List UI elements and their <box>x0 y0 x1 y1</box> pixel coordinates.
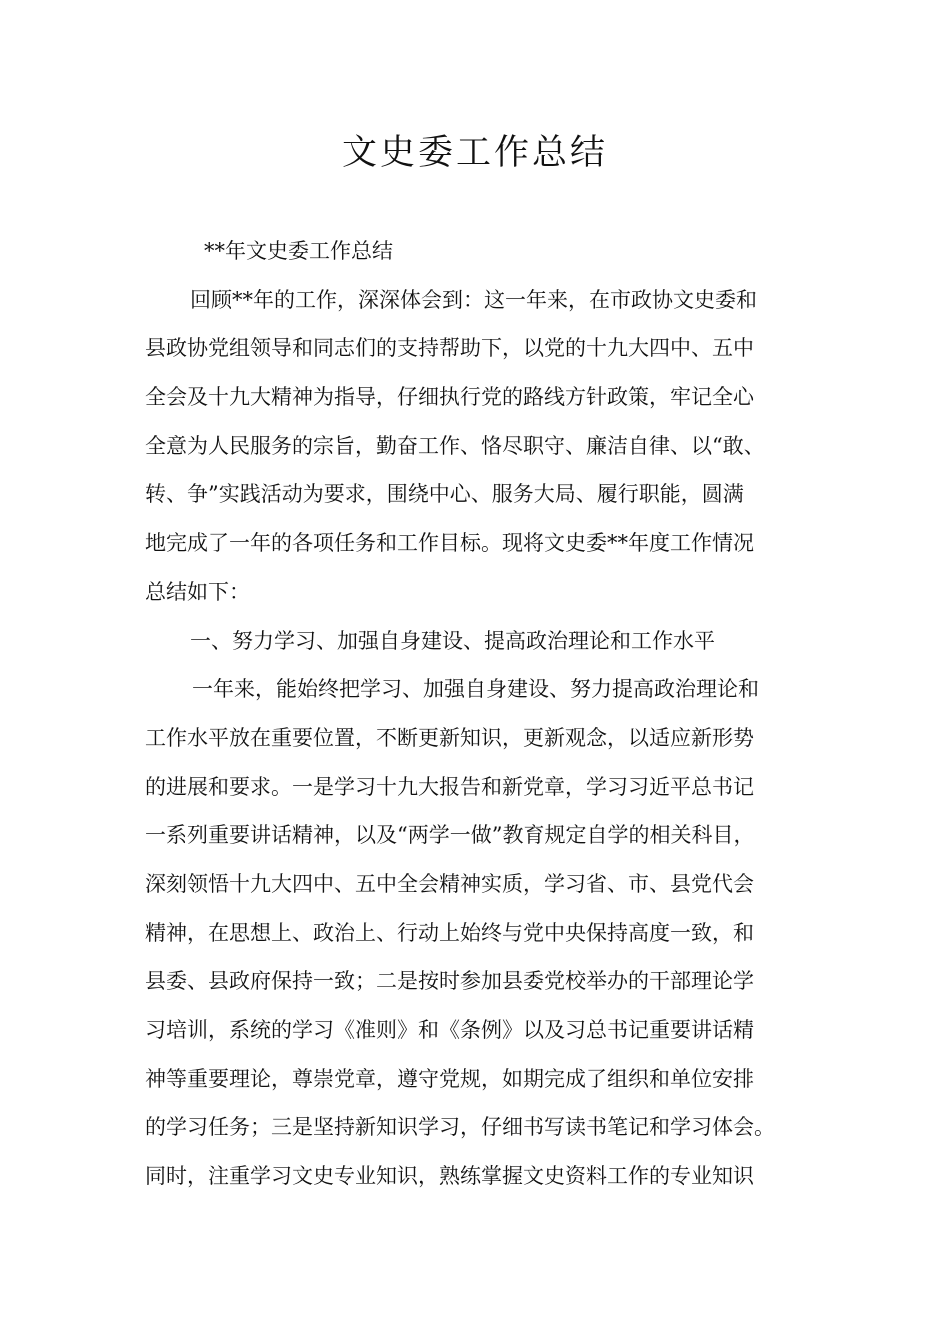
paragraph-line: 全意为人民服务的宗旨，勤奋工作、恪尽职守、廉洁自律、以“敢、 <box>145 433 765 458</box>
document-title: 文史委工作总结 <box>341 133 608 173</box>
paragraph-line: 工作水平放在重要位置，不断更新知识，更新观念，以适应新形势 <box>145 725 754 750</box>
subtitle-line: **年文史委工作总结 <box>204 239 393 263</box>
paragraph-line: 神等重要理论，尊崇党章，遵守党规，如期完成了组织和单位安排 <box>145 1066 754 1091</box>
section-heading: 一、努力学习、加强自身建设、提高政治理论和工作水平 <box>190 628 715 653</box>
paragraph-line: 总结如下： <box>145 579 250 604</box>
paragraph-line: 地完成了一年的各项任务和工作目标。现将文史委**年度工作情况 <box>145 531 754 556</box>
paragraph-line: 全会及十九大精神为指导，仔细执行党的路线方针政策，牢记全心 <box>145 385 754 410</box>
paragraph-line: 习培训，系统的学习《准则》和《条例》以及习总书记重要讲话精 <box>145 1018 754 1042</box>
paragraph-line: 一年来，能始终把学习、加强自身建设、努力提高政治理论和 <box>192 677 759 702</box>
paragraph-line: 一系列重要讲话精神，以及“两学一做”教育规定自学的相关科目， <box>145 823 755 848</box>
paragraph-line: 深刻领悟十九大四中、五中全会精神实质，学习省、市、县党代会 <box>145 871 754 896</box>
paragraph-line: 回顾**年的工作，深深体会到：这一年来，在市政协文史委和 <box>190 287 757 312</box>
paragraph-line: 转、争”实践活动为要求，围绕中心、服务大局、履行职能，圆满 <box>145 482 744 507</box>
paragraph-line: 精神，在思想上、政治上、行动上始终与党中央保持高度一致，和 <box>145 920 754 945</box>
paragraph-line: 的进展和要求。一是学习十九大报告和新党章，学习习近平总书记 <box>145 774 754 799</box>
paragraph-line: 的学习任务；三是坚持新知识学习，仔细书写读书笔记和学习体会。 <box>145 1115 775 1140</box>
document-body <box>145 227 825 1201</box>
paragraph-line: 县委、县政府保持一致；二是按时参加县委党校举办的干部理论学 <box>145 969 754 994</box>
paragraph-line: 县政协党组领导和同志们的支持帮助下，以党的十九大四中、五中 <box>145 336 754 361</box>
paragraph-line: 同时，注重学习文史专业知识，熟练掌握文史资料工作的专业知识 <box>145 1164 754 1189</box>
